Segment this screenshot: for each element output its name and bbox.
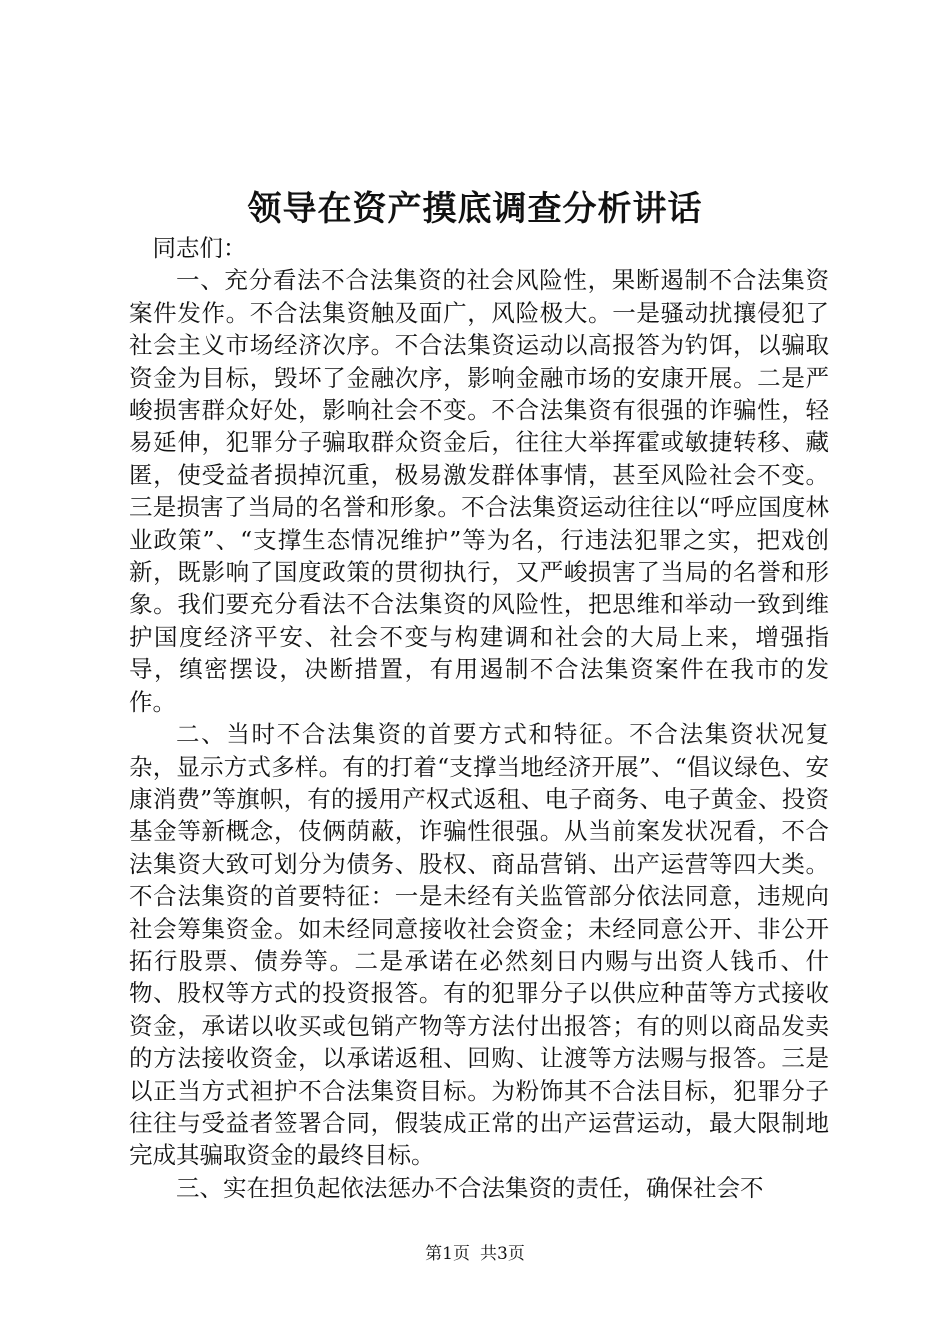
paragraph-2: 二、当时不合法集资的首要方式和特征。不合法集资状况复杂，显示方式多样。有的打着“支撑当地经济开展”、“倡议绿色、安康消费”等旗帜，有的援用产权式返租、电子商务、电子黄金、投资基金等新概念，伎俩荫蔽，诈骗性很强。从当前案发状况看，不合法集资大致可划分为债务、股权、商品营销、出产运营等四大类。不合法集资的首要特征：一是未经有关监管部分依法同意，违规向社会筹集资金。如未经同意接收社会资金；未经同意公开、非公开拓行股票、债券等。二是承诺在必然刻日内赐与出资人钱币、什物、股权等方式的投资报答。有的犯罪分子以供应种苗等方式接收资金，承诺以收买或包销产物等方法付出报答；有的则以商品发卖的方法接收资金，以承诺返租、回购、让渡等方法赐与报答。三是以正当方式袒护不合法集资目标。为粉饰其不合法目标，犯罪分子往往与受益者签署合同，假装成正常的出产运营运动，最大限制地完成其骗取资金的最终目标。 bbox=[129, 720, 829, 1170]
page-number: 第1页 bbox=[425, 1244, 470, 1264]
document-title: 领导在资产摸底调查分析讲话 bbox=[247, 189, 703, 229]
paragraph-3: 三、实在担负起依法惩办不合法集资的责任，确保社会不 bbox=[176, 1173, 764, 1202]
page-total: 共3页 bbox=[480, 1244, 525, 1264]
greeting: 同志们： bbox=[152, 234, 247, 262]
document-body bbox=[129, 232, 829, 1204]
paragraph-1: 一、充分看法不合法集资的社会风险性，果断遏制不合法集资案件发作。不合法集资触及面广，风险极大。一是骚动扰攘侵犯了社会主义市场经济次序。不合法集资运动以高报答为钓饵，以骗取资金为目标，毁坏了金融次序，影响金融市场的安康开展。二是严峻损害群众好处，影响社会不变。不合法集资有很强的诈骗性，轻易延伸，犯罪分子骗取群众资金后，往往大举挥霍或敏捷转移、藏匿，使受益者损掉沉重，极易激发群体事情，甚至风险社会不变。三是损害了当局的名誉和形象。不合法集资运动往往以“呼应国度林业政策”、“支撑生态情况维护”等为名，行违法犯罪之实，把戏创新，既影响了国度政策的贯彻执行，又严峻损害了当局的名誉和形象。我们要充分看法不合法集资的风险性，把思维和举动一致到维护国度经济平安、社会不变与构建调和社会的大局上来，增强指导，缜密摆设，决断措置，有用遏制不合法集资案件在我市的发作。 bbox=[129, 266, 829, 716]
page-footer bbox=[0, 1242, 950, 1266]
